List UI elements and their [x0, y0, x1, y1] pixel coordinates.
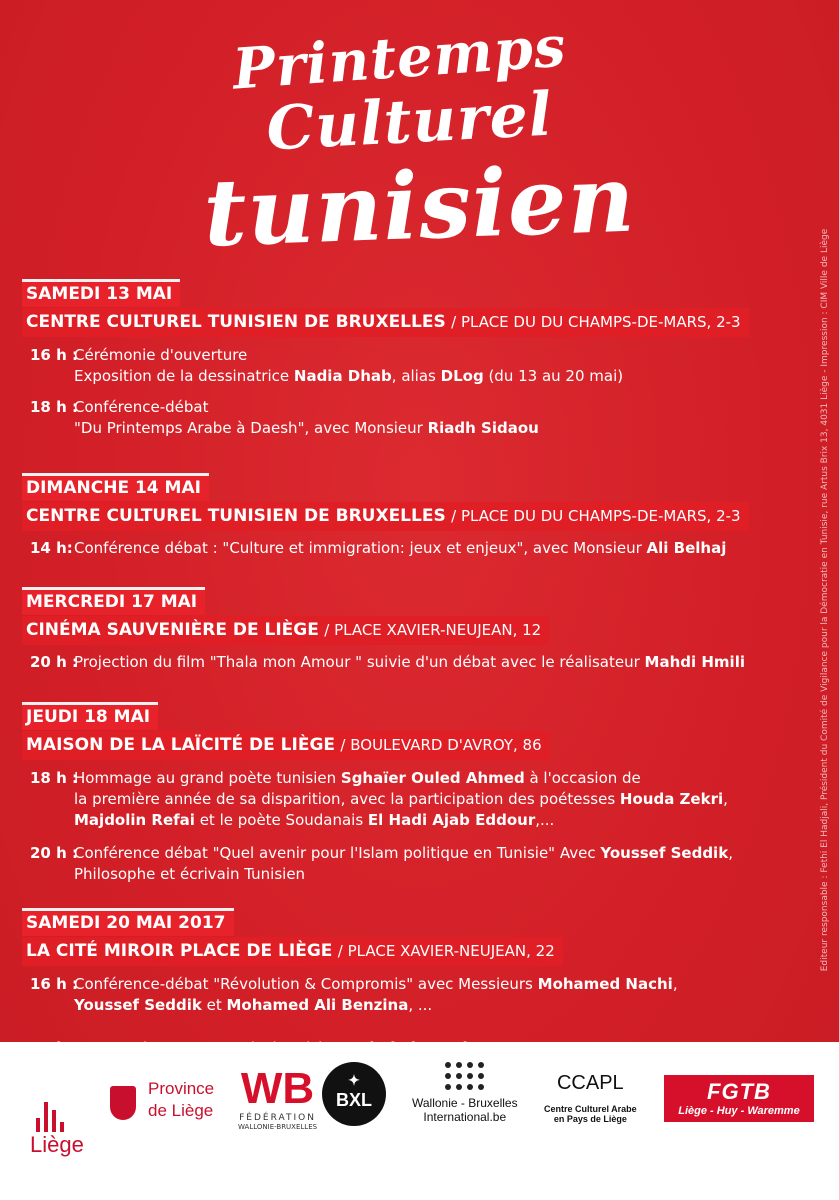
event-line: Philosophe et écrivain Tunisien: [74, 865, 306, 883]
event-hour: 18 h :: [30, 398, 78, 416]
venue-address: / PLACE XAVIER-NEUJEAN, 22: [337, 942, 555, 960]
federation-wallonie-bruxelles-logo: [238, 1065, 317, 1131]
ccapl-logo: [544, 1062, 637, 1124]
venue-address: / BOULEVARD D'AVROY, 86: [340, 736, 542, 754]
day-heading: SAMEDI 20 MAI 2017: [22, 908, 234, 936]
bxl-wing-icon: ✦: [348, 1072, 360, 1088]
program-event: [22, 538, 812, 559]
venue-heading: [22, 308, 749, 337]
venue-heading: [22, 937, 563, 966]
event-description: [74, 843, 812, 885]
event-line: Youssef Seddik et Mohamed Ali Benzina, ...: [74, 996, 433, 1014]
program-event: [22, 397, 812, 439]
event-line: Conférence débat "Quel avenir pour l'Islam politique en Tunisie" Avec Youssef Seddik,: [74, 844, 733, 862]
event-description: [74, 538, 812, 559]
venue-address: / PLACE DU DU CHAMPS-DE-MARS, 2-3: [451, 507, 741, 525]
poster-title-line3: tunisien: [202, 144, 637, 268]
event-hour: 14 h:: [30, 539, 73, 557]
event-line: Majdolin Refai et le poète Soudanais El Hadi Ajab Eddour,...: [74, 811, 555, 829]
ccapl-line1: Centre Culturel Arabe: [544, 1104, 637, 1114]
venue-name: CENTRE CULTUREL TUNISIEN DE BRUXELLES: [26, 312, 446, 332]
fgtb-name: FGTB: [707, 1079, 771, 1104]
liege-city-logo: [30, 1092, 84, 1158]
fwb-line1: FÉDÉRATION: [239, 1113, 316, 1123]
event-line: Conférence débat : "Culture et immigration: jeux et enjeux", avec Monsieur Ali Belhaj: [74, 539, 727, 557]
wbi-dots-icon: [445, 1062, 485, 1090]
province-logo-line1: Province: [148, 1079, 215, 1098]
fgtb-logo: [664, 1075, 814, 1122]
venue-address: / PLACE DU DU CHAMPS-DE-MARS, 2-3: [451, 313, 741, 331]
program-event: [22, 974, 812, 1016]
event-hour: 20 h :: [30, 844, 78, 862]
day-heading: MERCREDI 17 MAI: [22, 587, 205, 615]
venue-name: CINÉMA SAUVENIÈRE DE LIÈGE: [26, 620, 319, 640]
event-line: "Du Printemps Arabe à Daesh", avec Monsieur Riadh Sidaou: [74, 419, 539, 437]
program-event: [22, 768, 812, 831]
event-hour: 16 h :: [30, 346, 78, 364]
event-description: [74, 652, 812, 673]
province-logo-line2: de Liège: [148, 1101, 214, 1120]
program-event: [22, 652, 812, 673]
event-line: Cérémonie d'ouverture: [74, 346, 248, 364]
venue-name: MAISON DE LA LAÏCITÉ DE LIÈGE: [26, 735, 336, 755]
venue-heading: [22, 731, 550, 760]
event-line: Exposition de la dessinatrice Nadia Dhab, alias DLog (du 13 au 20 mai): [74, 367, 624, 385]
ccapl-mark: CCAPL: [556, 1072, 624, 1094]
event-line: Projection du film "Thala mon Amour " suivie d'un débat avec le réalisateur Mahdi Hmili: [74, 653, 745, 671]
poster-title-line2: Culturel: [264, 79, 555, 165]
poster-title-line1: Printemps: [230, 13, 569, 103]
wbi-line1: Wallonie - Bruxelles: [412, 1096, 518, 1110]
day-heading: SAMEDI 13 MAI: [22, 279, 180, 307]
liege-bars-icon: [30, 1092, 70, 1132]
venue-name: CENTRE CULTUREL TUNISIEN DE BRUXELLES: [26, 506, 446, 526]
venue-address: / PLACE XAVIER-NEUJEAN, 12: [324, 621, 542, 639]
venue-heading: [22, 502, 749, 531]
event-hour: 20 h :: [30, 653, 78, 671]
fwb-mark: WB: [240, 1064, 315, 1113]
event-line: Hommage au grand poète tunisien Sghaïer Ouled Ahmed à l'occasion de: [74, 769, 641, 787]
event-description: [74, 974, 812, 1016]
fgtb-region: Liège - Huy - Waremme: [678, 1105, 800, 1117]
day-heading: JEUDI 18 MAI: [22, 702, 158, 730]
bxl-logo-text: BXL: [336, 1090, 372, 1110]
event-hour: 16 h :: [30, 975, 78, 993]
program-event: [22, 345, 812, 387]
venue-name: LA CITÉ MIROIR PLACE DE LIÈGE: [26, 941, 333, 961]
program-event: [22, 843, 812, 885]
venue-heading: [22, 616, 549, 645]
event-line: Conférence-débat "Révolution & Compromis" avec Messieurs Mohamed Nachi,: [74, 975, 678, 993]
bxl-logo: [322, 1062, 386, 1126]
event-line: la première année de sa disparition, avec la participation des poétesses Houda Zekri,: [74, 790, 728, 808]
event-description: [74, 397, 812, 439]
ccapl-line2: en Pays de Liège: [553, 1114, 627, 1124]
fwb-line2: WALLONIE-BRUXELLES: [238, 1123, 318, 1131]
event-description: [74, 345, 812, 387]
day-heading: DIMANCHE 14 MAI: [22, 473, 209, 501]
liege-logo-text: Liège: [30, 1132, 84, 1157]
wbi-line2: International.be: [423, 1110, 507, 1124]
event-description: [74, 768, 812, 831]
event-line: Conférence-débat: [74, 398, 209, 416]
event-hour: 18 h :: [30, 769, 78, 787]
wbi-logo: [412, 1062, 518, 1124]
province-shield-icon: [110, 1086, 136, 1120]
province-liege-logo: [110, 1078, 214, 1122]
